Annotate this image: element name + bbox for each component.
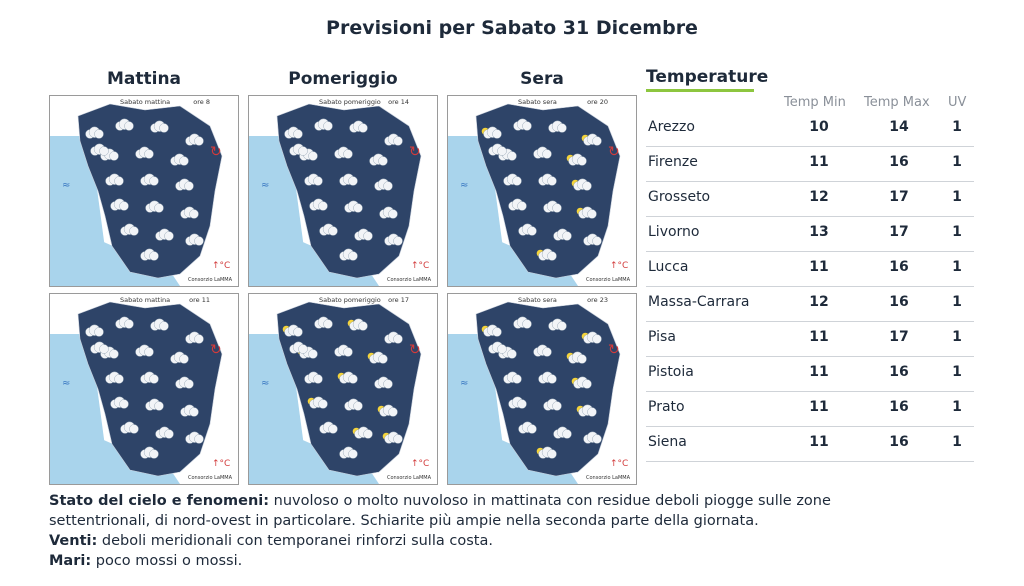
uv-value: 1 <box>952 259 962 275</box>
temp-max-value: 17 <box>889 224 909 240</box>
temp-min-value: 11 <box>809 434 829 450</box>
wind-direction-icon: ↻ <box>409 144 421 160</box>
sea-waves-icon: ≈ <box>62 378 71 389</box>
uv-value: 1 <box>952 119 962 135</box>
sky-text-line1: nuvoloso o molto nuvoloso in mattinata con residue deboli piogge sulle zone <box>269 493 831 509</box>
temperature-trend-icon: ↑°C <box>610 261 629 271</box>
wind-text: deboli meridionali con temporanei rinforzi sulla costa. <box>97 533 493 549</box>
header-temp-min: Temp Min <box>784 95 846 110</box>
temperature-trend-icon: ↑°C <box>411 261 430 271</box>
uv-value: 1 <box>952 364 962 380</box>
temp-min-value: 11 <box>809 259 829 275</box>
column-header-mattina: Mattina <box>106 69 182 89</box>
temp-max-value: 16 <box>889 364 909 380</box>
temperature-row <box>646 321 974 357</box>
temp-min-value: 10 <box>809 119 829 135</box>
header-uv: UV <box>948 95 967 110</box>
temperature-trend-icon: ↑°C <box>411 459 430 469</box>
sea-description <box>49 552 242 571</box>
uv-value: 1 <box>952 434 962 450</box>
column-header-pomeriggio: Pomeriggio <box>288 69 398 89</box>
temperature-trend-icon: ↑°C <box>610 459 629 469</box>
temperature-row <box>646 181 974 217</box>
weather-map-pomeriggio-ore-17 <box>248 293 438 485</box>
temperature-trend-icon: ↑°C <box>212 459 231 469</box>
temperature-row <box>646 146 974 182</box>
map-label: Sabato mattina <box>120 98 171 106</box>
weather-map-mattina-ore-8 <box>49 95 239 287</box>
map-credit: Consorzio LaMMA <box>387 277 431 283</box>
map-credit: Consorzio LaMMA <box>586 475 630 481</box>
city-name: Grosseto <box>648 189 711 205</box>
uv-value: 1 <box>952 294 962 310</box>
map-time: ore 23 <box>587 296 608 304</box>
temperature-row <box>646 216 974 252</box>
city-name: Lucca <box>648 259 689 275</box>
temp-max-value: 17 <box>889 329 909 345</box>
map-label: Sabato pomeriggio <box>319 296 381 304</box>
temperature-trend-icon: ↑°C <box>212 261 231 271</box>
wind-description <box>49 532 493 551</box>
wind-direction-icon: ↻ <box>409 342 421 358</box>
temp-min-value: 11 <box>809 154 829 170</box>
map-label: Sabato mattina <box>120 296 171 304</box>
sea-waves-icon: ≈ <box>261 378 270 389</box>
temp-min-value: 11 <box>809 364 829 380</box>
uv-value: 1 <box>952 399 962 415</box>
wind-direction-icon: ↻ <box>608 342 620 358</box>
wind-direction-icon: ↻ <box>210 342 222 358</box>
weather-map-sera-ore-23 <box>447 293 637 485</box>
sea-waves-icon: ≈ <box>261 180 270 191</box>
map-time: ore 17 <box>388 296 409 304</box>
city-name: Firenze <box>648 154 698 170</box>
temp-min-value: 11 <box>809 329 829 345</box>
temp-max-value: 16 <box>889 399 909 415</box>
sky-text-line2: settentrionali, di nord-ovest in particolare. Schiarite più ampie nella seconda parte della giornata. <box>49 513 759 529</box>
sky-description-cont <box>49 512 759 531</box>
sea-label: Mari: <box>49 553 92 569</box>
map-credit: Consorzio LaMMA <box>586 277 630 283</box>
city-name: Siena <box>648 434 687 450</box>
map-time: ore 14 <box>388 98 409 106</box>
map-label: Sabato sera <box>518 296 557 304</box>
map-graphic <box>50 294 238 484</box>
weather-map-mattina-ore-11 <box>49 293 239 485</box>
city-name: Prato <box>648 399 685 415</box>
temp-max-value: 16 <box>889 434 909 450</box>
temp-max-value: 16 <box>889 294 909 310</box>
city-name: Livorno <box>648 224 700 240</box>
sea-waves-icon: ≈ <box>460 378 469 389</box>
sea-waves-icon: ≈ <box>62 180 71 191</box>
map-credit: Consorzio LaMMA <box>188 475 232 481</box>
temperature-row <box>646 286 974 322</box>
temperature-row <box>646 111 974 147</box>
wind-direction-icon: ↻ <box>608 144 620 160</box>
temp-max-value: 17 <box>889 189 909 205</box>
uv-value: 1 <box>952 329 962 345</box>
city-name: Pisa <box>648 329 676 345</box>
city-name: Massa-Carrara <box>648 294 750 310</box>
temp-max-value: 16 <box>889 259 909 275</box>
weather-map-pomeriggio-ore-14 <box>248 95 438 287</box>
map-credit: Consorzio LaMMA <box>387 475 431 481</box>
temperature-row <box>646 426 974 462</box>
map-time: ore 20 <box>587 98 608 106</box>
temperature-title-underline <box>646 89 754 92</box>
temperature-row <box>646 251 974 287</box>
weather-map-sera-ore-20 <box>447 95 637 287</box>
temp-min-value: 12 <box>809 294 829 310</box>
sea-text: poco mossi o mossi. <box>91 553 243 569</box>
sky-label: Stato del cielo e fenomeni: <box>49 493 270 509</box>
temperature-row <box>646 391 974 427</box>
map-graphic <box>448 294 636 484</box>
sea-waves-icon: ≈ <box>460 180 469 191</box>
column-header-sera: Sera <box>520 69 564 89</box>
map-label: Sabato sera <box>518 98 557 106</box>
uv-value: 1 <box>952 154 962 170</box>
map-graphic <box>249 294 437 484</box>
map-credit: Consorzio LaMMA <box>188 277 232 283</box>
temp-max-value: 16 <box>889 154 909 170</box>
sky-description <box>49 492 831 511</box>
map-time: ore 8 <box>193 98 210 106</box>
map-label: Sabato pomeriggio <box>319 98 381 106</box>
wind-direction-icon: ↻ <box>210 144 222 160</box>
temp-min-value: 12 <box>809 189 829 205</box>
temp-max-value: 14 <box>889 119 909 135</box>
wind-label: Venti: <box>49 533 98 549</box>
header-temp-max: Temp Max <box>864 95 930 110</box>
map-time: ore 11 <box>189 296 210 304</box>
temp-min-value: 11 <box>809 399 829 415</box>
temperature-title: Temperature <box>646 67 769 87</box>
city-name: Pistoia <box>648 364 694 380</box>
map-graphic <box>448 96 636 286</box>
temperature-row <box>646 356 974 392</box>
uv-value: 1 <box>952 224 962 240</box>
temp-min-value: 13 <box>809 224 829 240</box>
city-name: Arezzo <box>648 119 695 135</box>
map-graphic <box>249 96 437 286</box>
uv-value: 1 <box>952 189 962 205</box>
page-title: Previsioni per Sabato 31 Dicembre <box>326 17 698 39</box>
map-graphic <box>50 96 238 286</box>
